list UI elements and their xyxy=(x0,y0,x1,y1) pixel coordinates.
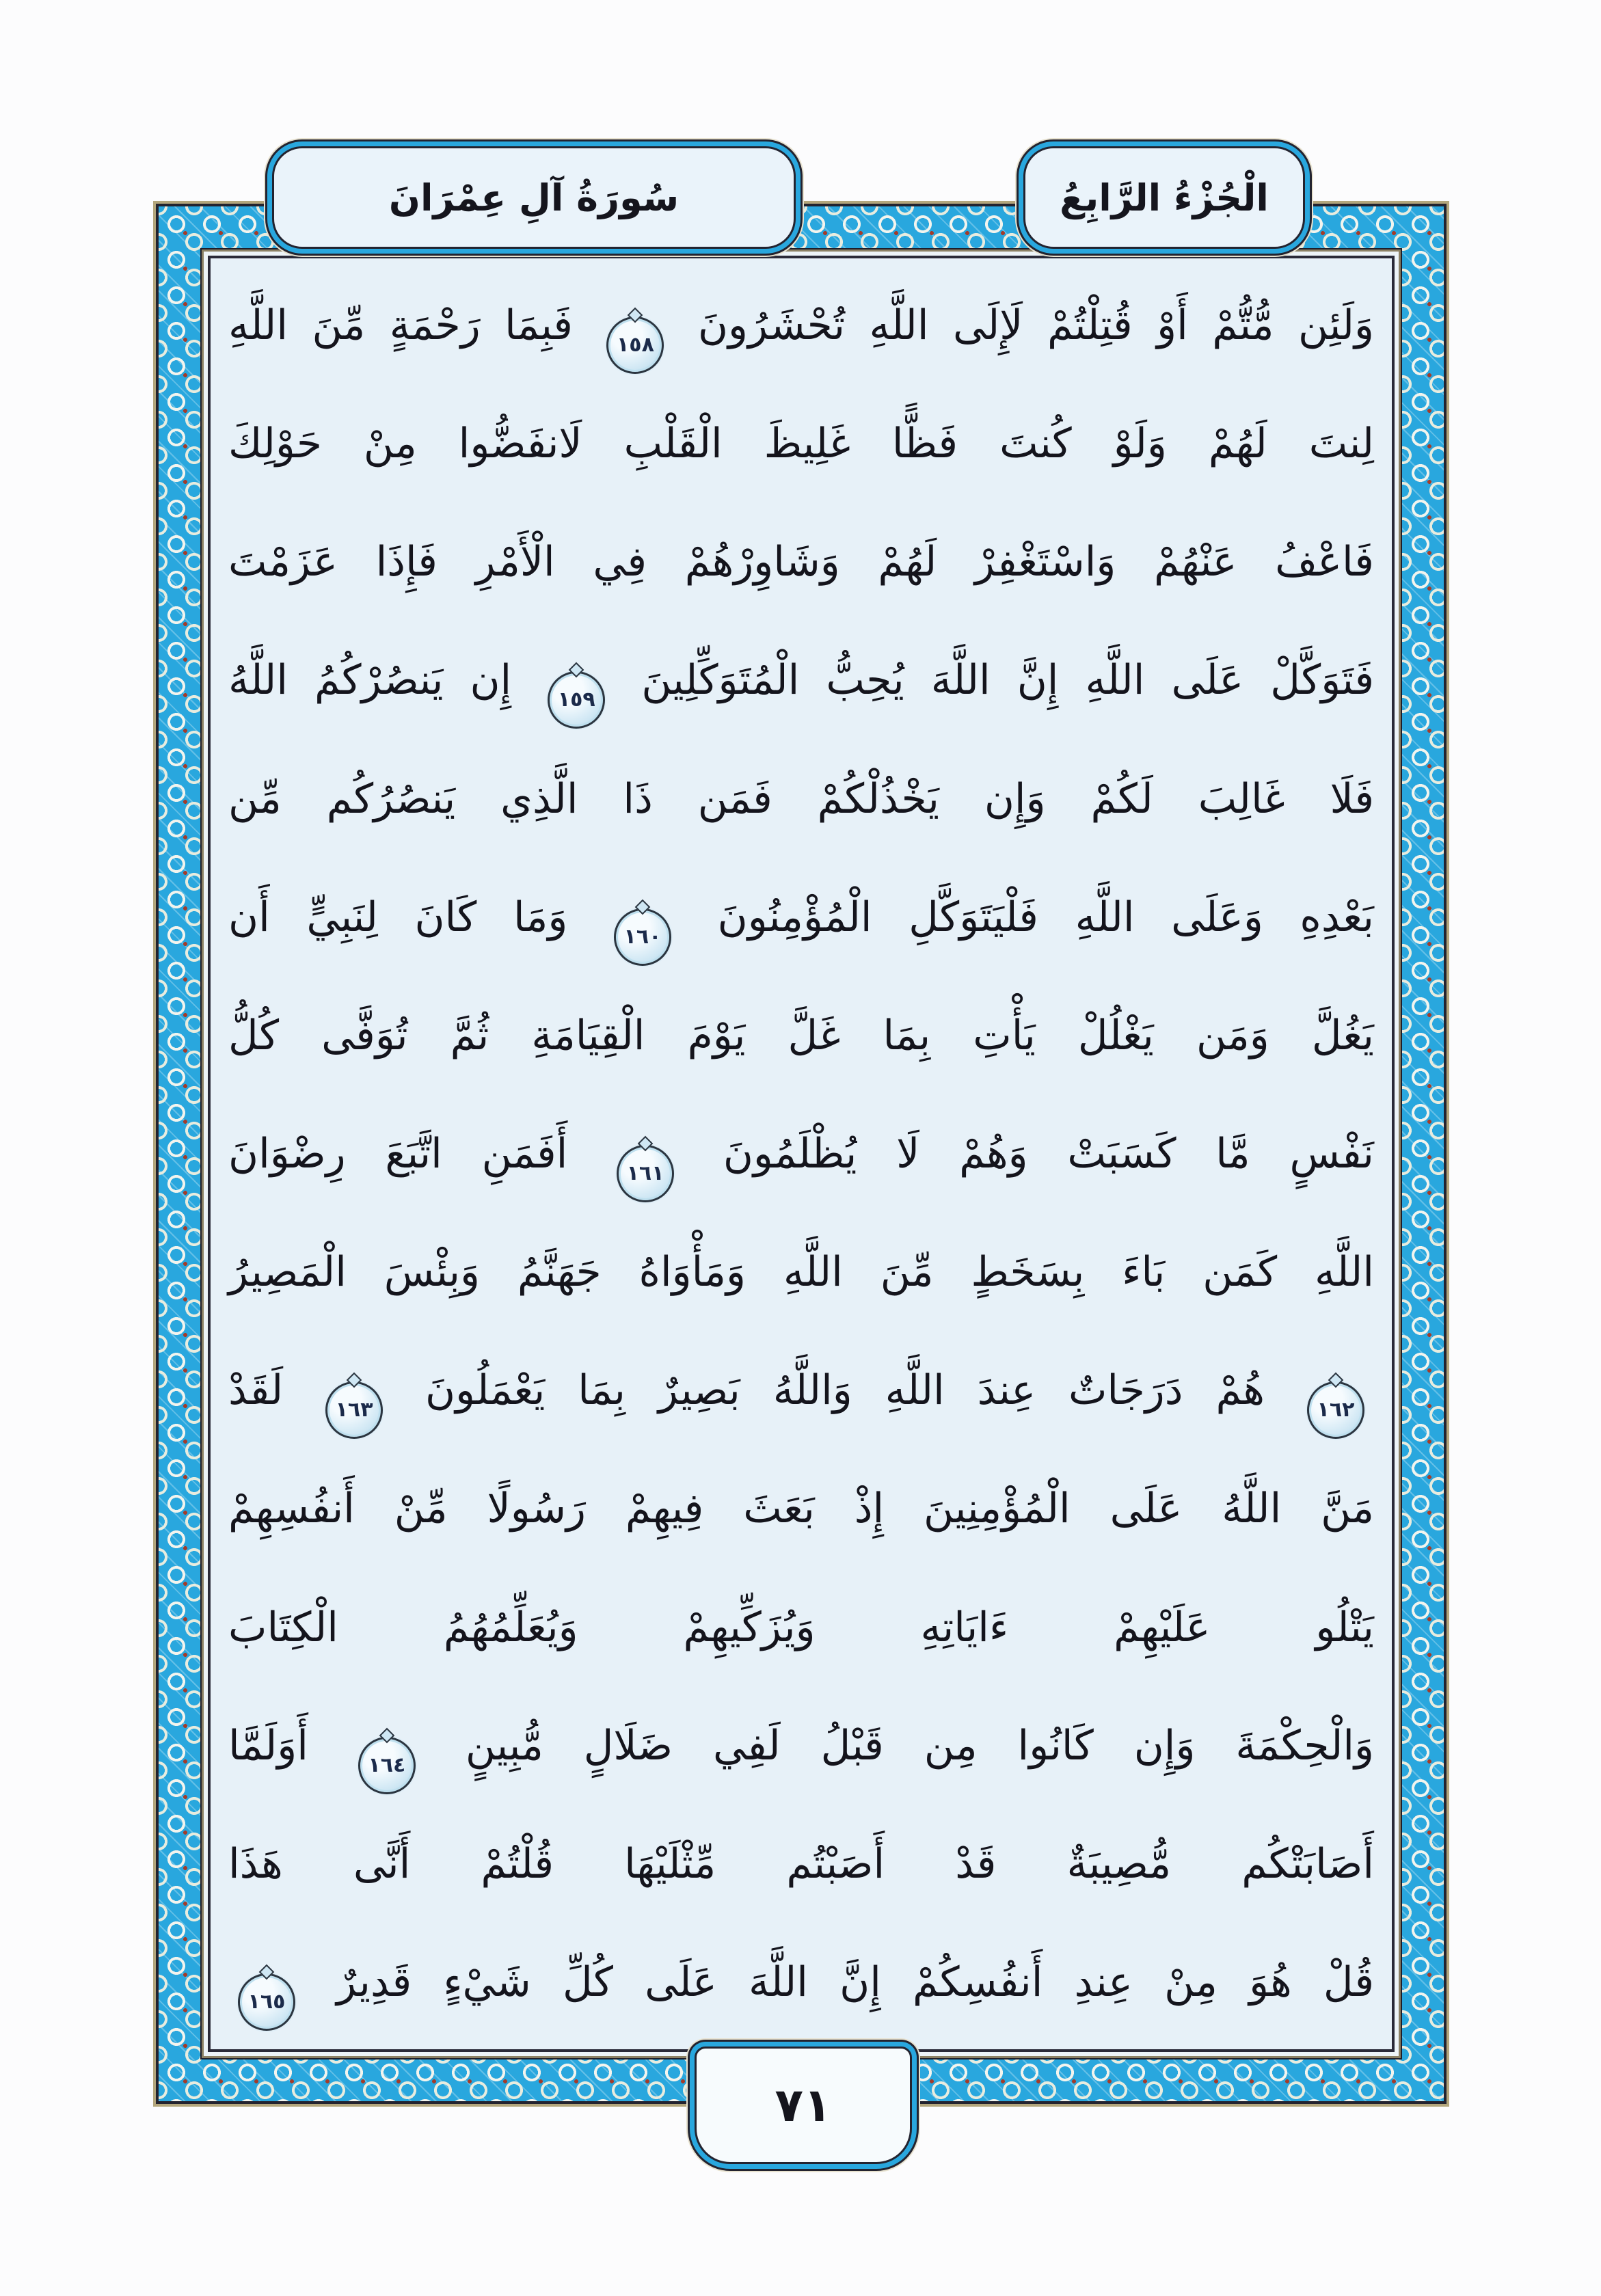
ayah-marker xyxy=(325,1381,383,1439)
ayah-number: ١٥٩ xyxy=(557,688,595,712)
ayah-text: أَوَلَمَّا xyxy=(228,1721,308,1770)
ayah-text: بَعْدِهِ وَعَلَى اللَّهِ فَلْيَتَوَكَّلِ الْمُؤْمِنُونَ xyxy=(717,893,1375,941)
ayah-text: مَنَّ اللَّهُ عَلَى الْمُؤْمِنِينَ إِذْ بَعَثَ فِيهِمْ رَسُولًا مِّنْ أَنفُسِهِمْ xyxy=(228,1485,1374,1533)
ayah-marker xyxy=(614,908,671,966)
ayah-number: ١٦٢ xyxy=(1317,1398,1355,1422)
ayah-text: يَغُلَّ وَمَن يَغْلُلْ يَأْتِ بِمَا غَلَّ يَوْمَ الْقِيَامَةِ ثُمَّ تُوَفَّى كُلُّ xyxy=(228,1011,1374,1059)
quran-line xyxy=(228,1569,1374,1686)
ayah-text: وَمَا كَانَ لِنَبِيٍّ أَن xyxy=(228,893,568,941)
ayah-text: يَتْلُو عَلَيْهِمْ ءَايَاتِهِ وَيُزَكِّيهِمْ وَيُعَلِّمُهُمُ الْكِتَابَ xyxy=(228,1603,1374,1651)
quran-line xyxy=(228,267,1374,384)
ayah-marker xyxy=(617,1145,674,1202)
quran-line xyxy=(228,859,1374,976)
ayah-text: فَبِمَا رَحْمَةٍ مِّنَ اللَّهِ xyxy=(228,301,573,349)
juz-title: الْجُزْءُ الرَّابِعُ xyxy=(1060,176,1269,219)
ayah-marker xyxy=(1307,1381,1364,1439)
ayah-text: أَصَابَتْكُم مُّصِيبَةٌ قَدْ أَصَبْتُم مِّثْلَيْهَا قُلْتُمْ أَنَّى هَذَا xyxy=(228,1839,1374,1888)
ayah-number: ١٦٤ xyxy=(368,1753,406,1777)
ayah-text: فَاعْفُ عَنْهُمْ وَاسْتَغْفِرْ لَهُمْ وَشَاوِرْهُمْ فِي الْأَمْرِ فَإِذَا عَزَمْتَ xyxy=(228,538,1374,586)
ayah-text: أَفَمَنِ اتَّبَعَ رِضْوَانَ xyxy=(228,1129,568,1178)
ayah-marker xyxy=(238,1973,295,2031)
page-number: ٧١ xyxy=(775,2078,832,2133)
quran-line xyxy=(228,503,1374,621)
quran-line xyxy=(228,1805,1374,1923)
ayah-text: لِنتَ لَهُمْ وَلَوْ كُنتَ فَظًّا غَلِيظَ الْقَلْبِ لَانفَضُّوا مِنْ حَوْلِكَ xyxy=(228,420,1374,468)
ayah-marker xyxy=(606,316,664,374)
ayah-text: فَلَا غَالِبَ لَكُمْ وَإِن يَخْذُلْكُمْ فَمَن ذَا الَّذِي يَنصُرُكُم مِّن xyxy=(228,774,1374,823)
quran-line xyxy=(228,1923,1374,2041)
ayah-text: هُمْ دَرَجَاتٌ عِندَ اللَّهِ وَاللَّهُ بَصِيرٌ بِمَا يَعْمَلُونَ xyxy=(425,1366,1265,1415)
ayah-marker xyxy=(358,1737,416,1794)
ayah-text: إِن يَنصُرْكُمُ اللَّهُ xyxy=(228,656,512,705)
ayah-number: ١٥٨ xyxy=(616,333,654,357)
surah-title: سُورَةُ آلِ عِمْرَانَ xyxy=(388,176,680,219)
quran-line xyxy=(228,1450,1374,1567)
ayah-text: لَقَدْ xyxy=(228,1366,284,1415)
quran-text-block xyxy=(228,267,1374,2041)
quran-line xyxy=(228,1213,1374,1331)
ayah-text: وَلَئِن مُّتُّمْ أَوْ قُتِلْتُمْ لَإِلَى اللَّهِ تُحْشَرُونَ xyxy=(697,301,1375,349)
page-panel xyxy=(208,256,1395,2052)
quran-line xyxy=(228,977,1374,1094)
quran-line xyxy=(228,1332,1374,1449)
surah-title-cartouche xyxy=(272,146,796,249)
ayah-number: ١٦١ xyxy=(626,1161,664,1185)
ayah-text: قُلْ هُوَ مِنْ عِندِ أَنفُسِكُمْ إِنَّ اللَّهَ عَلَى كُلِّ شَيْءٍ قَدِيرٌ xyxy=(336,1958,1374,2006)
quran-line xyxy=(228,1687,1374,1805)
ayah-text: اللَّهِ كَمَن بَاءَ بِسَخَطٍ مِّنَ اللَّهِ وَمَأْوَاهُ جَهَنَّمُ وَبِئْسَ الْمَصِيرُ xyxy=(228,1248,1374,1297)
ayah-text: نَفْسٍ مَّا كَسَبَتْ وَهُمْ لَا يُظْلَمُونَ xyxy=(723,1129,1374,1178)
page-number-cartouche xyxy=(695,2047,912,2164)
quran-line xyxy=(228,385,1374,502)
ornamental-border xyxy=(156,204,1447,2104)
quran-line xyxy=(228,1095,1374,1213)
juz-cartouche xyxy=(1023,146,1305,249)
ayah-marker xyxy=(548,671,605,729)
ayah-number: ١٦٠ xyxy=(623,924,662,949)
quran-line xyxy=(228,740,1374,858)
quran-line xyxy=(228,621,1374,739)
ayah-number: ١٦٣ xyxy=(335,1398,373,1422)
ayah-text: وَالْحِكْمَةَ وَإِن كَانُوا مِن قَبْلُ لَفِي ضَلَالٍ مُّبِينٍ xyxy=(465,1721,1375,1770)
ayah-text: فَتَوَكَّلْ عَلَى اللَّهِ إِنَّ اللَّهَ يُحِبُّ الْمُتَوَكِّلِينَ xyxy=(641,656,1375,705)
ayah-number: ١٦٥ xyxy=(247,1989,286,2014)
